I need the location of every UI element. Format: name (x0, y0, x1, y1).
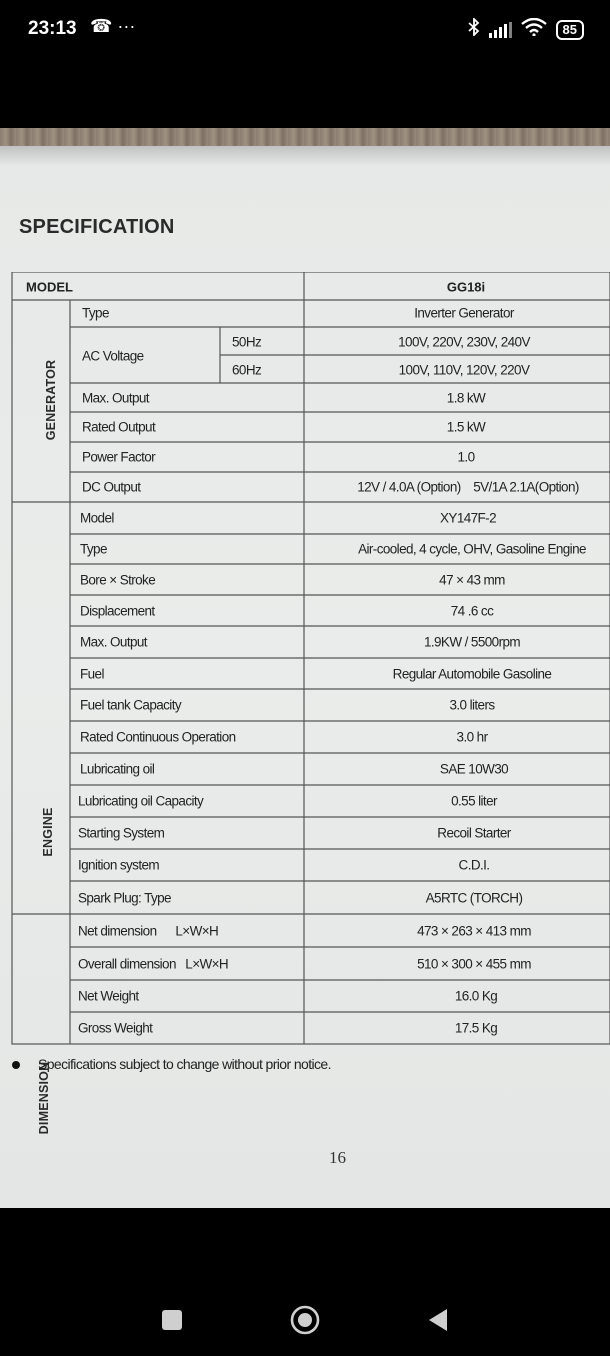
power-factor-label: Power Factor (82, 449, 156, 465)
engine-row-label: Lubricating oil (80, 761, 155, 777)
navigation-bar (0, 1276, 610, 1356)
table-edge (0, 128, 610, 146)
bluetooth-icon (468, 18, 480, 41)
engine-row-label: Fuel (80, 666, 104, 682)
manual-photo (0, 128, 610, 1208)
triangle-back-icon (422, 1304, 454, 1336)
power-factor-value: 1.0 (457, 449, 475, 465)
dimension-row-value: 510 × 300 × 455 mm (417, 956, 531, 972)
engine-row-label: Displacement (80, 603, 155, 619)
home-button[interactable] (289, 1304, 321, 1336)
circle-icon (289, 1304, 321, 1336)
model-value: GG18i (446, 279, 486, 295)
engine-row-label: Spark Plug: Type (78, 890, 171, 906)
ac-60hz-label: 60Hz (232, 362, 262, 378)
clock: 23:13 (28, 18, 77, 39)
section-dimension: DIMENSION (37, 1061, 51, 1135)
gen-type-label: Type (82, 305, 109, 321)
gen-max-output-label: Max. Output (82, 390, 149, 406)
engine-row-value: 3.0 liters (449, 697, 495, 713)
rated-output-value: 1.5 kW (446, 419, 486, 435)
engine-row-value: A5RTC (TORCH) (425, 890, 523, 906)
ac-50hz-label: 50Hz (232, 334, 262, 350)
battery-icon: 85 (556, 20, 584, 40)
status-icons (468, 18, 584, 41)
gen-max-output-value: 1.8 kW (446, 390, 486, 406)
recents-button[interactable] (156, 1304, 188, 1336)
engine-row-label: Rated Continuous Operation (80, 729, 236, 745)
dimension-row-value: 473 × 263 × 413 mm (417, 923, 531, 939)
status-bar (0, 0, 610, 62)
engine-row-value: C.D.I. (458, 857, 490, 873)
engine-row-label: Model (80, 510, 114, 526)
engine-row-label: Starting System (78, 825, 165, 841)
engine-row-value: 0.55 liter (451, 793, 497, 809)
dimension-row-label: Net dimension L×W×H (78, 923, 219, 939)
engine-row-value: 1.9KW / 5500rpm (423, 634, 521, 650)
square-icon (156, 1304, 188, 1336)
note-text: Specifications subject to change without prior notice. (38, 1056, 331, 1072)
engine-row-value: Regular Automobile Gasoline (392, 666, 552, 682)
engine-row-label: Bore × Stroke (80, 572, 156, 588)
signal-icon (489, 22, 512, 38)
dimension-row-value: 17.5 Kg (454, 1020, 498, 1036)
engine-row-value: 74 .6 cc (450, 603, 494, 619)
engine-row-value: SAE 10W30 (439, 761, 509, 777)
wifi-icon (521, 18, 547, 41)
ac-voltage-label: AC Voltage (82, 348, 144, 364)
dc-output-label: DC Output (82, 479, 141, 495)
dimension-row-label: Gross Weight (78, 1020, 153, 1036)
engine-row-label: Lubricating oil Capacity (78, 793, 204, 809)
engine-row-label: Max. Output (80, 634, 147, 650)
back-button[interactable] (422, 1304, 454, 1336)
ac-50hz-value: 100V, 220V, 230V, 240V (398, 334, 530, 350)
section-generator: GENERATOR (44, 359, 58, 441)
rated-output-label: Rated Output (82, 419, 156, 435)
dimension-row-label: Overall dimension L×W×H (78, 956, 229, 972)
disclaimer-note (12, 1056, 331, 1072)
page-title: SPECIFICATION (19, 216, 175, 238)
section-engine: ENGINE (41, 807, 55, 857)
engine-row-value: 47 × 43 mm (439, 572, 505, 588)
page-number: 16 (329, 1148, 346, 1167)
engine-row-value: Air-cooled, 4 cycle, OHV, Gasoline Engine (358, 541, 586, 557)
engine-row-label: Ignition system (78, 857, 160, 873)
engine-row-value: 3.0 hr (456, 729, 488, 745)
dimension-row-value: 16.0 Kg (454, 988, 498, 1004)
engine-row-label: Type (80, 541, 107, 557)
dimension-row-label: Net Weight (78, 988, 139, 1004)
ac-60hz-value: 100V, 110V, 120V, 220V (398, 362, 530, 378)
missed-call-icon: ☎ ··· (90, 16, 136, 36)
bullet-icon (12, 1061, 20, 1069)
dc-output-value: 12V / 4.0A (Option) 5V/1A 2.1A(Option) (357, 479, 579, 495)
engine-row-value: XY147F-2 (440, 510, 496, 526)
engine-row-value: Recoil Starter (437, 825, 511, 841)
gen-type-value: Inverter Generator (414, 305, 514, 321)
model-label: MODEL (26, 279, 73, 295)
engine-row-label: Fuel tank Capacity (80, 697, 182, 713)
